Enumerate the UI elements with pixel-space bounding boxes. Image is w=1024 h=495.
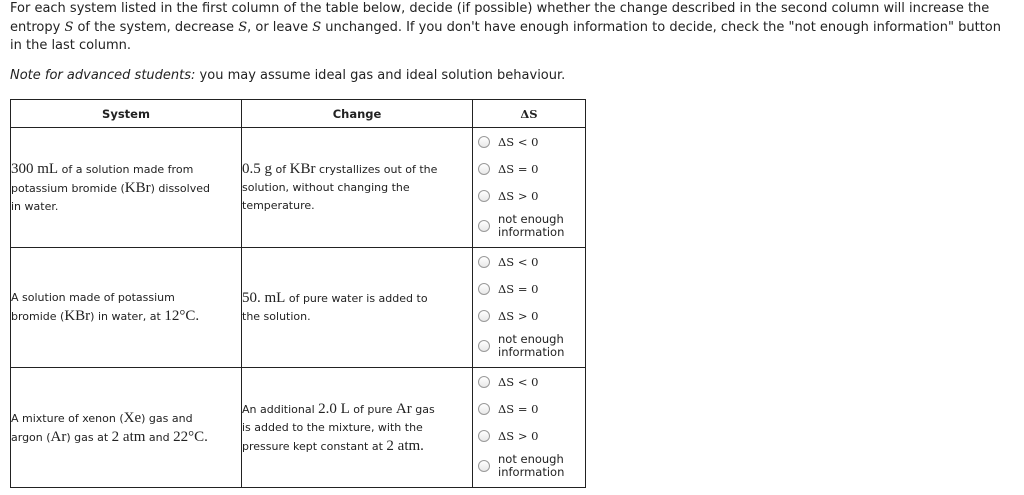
header-delta-s: ΔS: [473, 100, 586, 128]
option-increase[interactable]: ΔS > 0: [473, 182, 585, 209]
table-row: [11, 128, 586, 248]
radio-button[interactable]: [478, 430, 490, 442]
note-label: Note for advanced students:: [10, 68, 196, 83]
radio-button[interactable]: [478, 190, 490, 202]
header-change: Change: [242, 100, 473, 128]
radio-button[interactable]: [478, 310, 490, 322]
system-cell: 300 mL of a solution made from potassium bromide (KBr) dissolved in water.: [11, 128, 242, 248]
system-cell: A mixture of xenon (Xe) gas and argon (Ar) gas at 2 atm and 22°C.: [11, 368, 242, 488]
radio-button[interactable]: [478, 403, 490, 415]
option-unchanged[interactable]: ΔS = 0: [473, 155, 585, 182]
option-not-enough-info[interactable]: not enough information: [473, 209, 585, 242]
delta-s-options: [473, 128, 586, 248]
delta-s-options: [473, 368, 586, 488]
change-cell: 50. mL of pure water is added to the solution.: [242, 248, 473, 368]
radio-button[interactable]: [478, 256, 490, 268]
option-increase[interactable]: ΔS > 0: [473, 422, 585, 449]
radio-button[interactable]: [478, 136, 490, 148]
option-unchanged[interactable]: ΔS = 0: [473, 395, 585, 422]
option-decrease[interactable]: ΔS < 0: [473, 128, 585, 155]
radio-button[interactable]: [478, 460, 490, 472]
note-text: you may assume ideal gas and ideal solution behaviour.: [195, 68, 566, 83]
instructions-line-2: entropy S of the system, decrease S, or leave S unchanged. If you don't have enough information to decide, check the "not enough information" button: [10, 19, 1001, 35]
instructions-line-1: For each system listed in the first column of the table below, decide (if possible) whether the change described in the second column will increase the: [10, 1, 990, 16]
option-decrease[interactable]: ΔS < 0: [473, 368, 585, 395]
system-cell: A solution made of potassium bromide (KBr) in water, at 12°C.: [11, 248, 242, 368]
radio-button[interactable]: [478, 340, 490, 352]
change-cell: An additional 2.0 L of pure Ar gas is added to the mixture, with the pressure kept constant at 2 atm.: [242, 368, 473, 488]
advanced-note: [10, 67, 565, 85]
delta-s-options: [473, 248, 586, 368]
option-unchanged[interactable]: ΔS = 0: [473, 275, 585, 302]
option-not-enough-info[interactable]: not enough information: [473, 329, 585, 362]
table-row: [11, 368, 586, 488]
entropy-table: [10, 99, 586, 488]
table-header-row: [11, 100, 586, 128]
change-cell: 0.5 g of KBr crystallizes out of the solution, without changing the temperature.: [242, 128, 473, 248]
radio-button[interactable]: [478, 220, 490, 232]
option-decrease[interactable]: ΔS < 0: [473, 248, 585, 275]
table-row: [11, 248, 586, 368]
instructions: [10, 0, 1015, 56]
instructions-line-3: in the last column.: [10, 38, 132, 53]
header-system: System: [11, 100, 242, 128]
option-increase[interactable]: ΔS > 0: [473, 302, 585, 329]
radio-button[interactable]: [478, 376, 490, 388]
option-not-enough-info[interactable]: not enough information: [473, 449, 585, 482]
radio-button[interactable]: [478, 283, 490, 295]
radio-button[interactable]: [478, 163, 490, 175]
